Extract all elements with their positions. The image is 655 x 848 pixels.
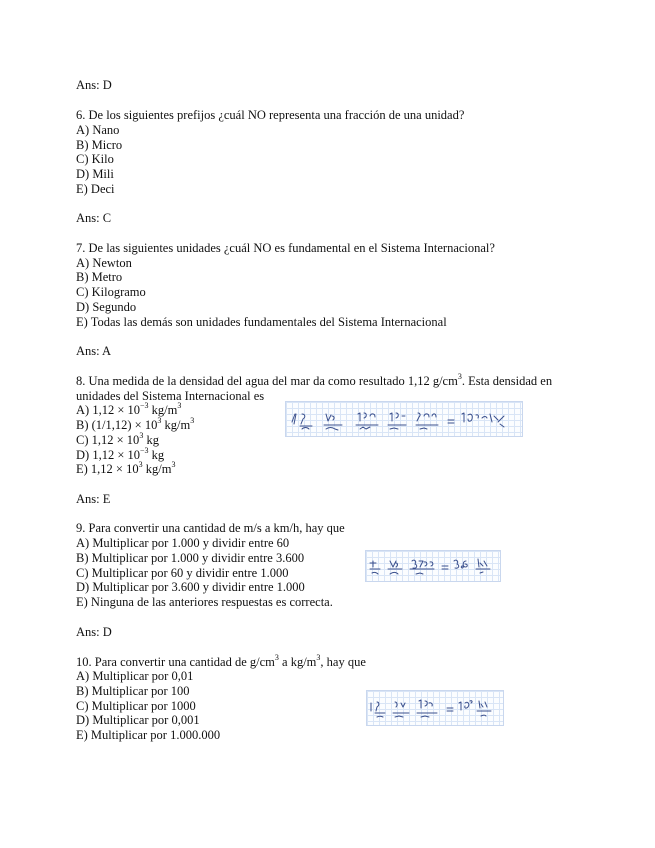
q7-option-c: C) Kilogramo: [76, 285, 146, 299]
q6-question: 6. De los siguientes prefijos ¿cuál NO representa una fracción de una unidad?: [76, 108, 465, 122]
q9-question: 9. Para convertir una cantidad de m/s a km/h, hay que: [76, 521, 345, 535]
q8-option-d: D) $1,12 \times 10^{-3}$ kg: [76, 445, 165, 462]
q7-option-b: B) Metro: [76, 270, 123, 284]
q7-option-a: A) Newton: [76, 256, 132, 270]
q9-option-e: E) Ninguna de las anteriores respuestas es correcta.: [76, 595, 333, 609]
q8-option-b: B) $(1/1,12) \times 10^3$ $kg/m^3$: [76, 415, 195, 432]
q8-option-a: A) $1,12 \times 10^{-3}$ $kg/m^3$: [76, 400, 182, 417]
q8-answer: Ans: E: [76, 492, 111, 506]
q7-option-d: D) Segundo: [76, 300, 137, 314]
q7-answer: Ans: A: [76, 344, 112, 358]
q7-option-e: E) Todas las demás son unidades fundamentales del Sistema Internacional: [76, 315, 447, 329]
q8-option-c: C) $1,12 \times 10^3$ kg: [76, 430, 159, 447]
q10-option-c: C) Multiplicar por 1000: [76, 699, 196, 713]
q5-answer: Ans: D: [76, 78, 112, 92]
q9-option-c: C) Multiplicar por 60 y dividir entre 1.000: [76, 566, 289, 580]
q6-option-d: D) Mili: [76, 167, 114, 181]
handwritten-conversion-note: [365, 550, 501, 582]
handwritten-conversion-note: [285, 401, 523, 437]
q10-option-d: D) Multiplicar por 0,001: [76, 713, 200, 727]
q6-option-c: C) Kilo: [76, 152, 114, 166]
q6-option-e: E) Deci: [76, 182, 115, 196]
q10-option-e: E) Multiplicar por 1.000.000: [76, 728, 221, 742]
q8-question-line2: unidades del Sistema Internacional es: [76, 389, 265, 403]
q10-question: 10. Para convertir una cantidad de $g/cm^3$ a $kg/m^3$, hay que: [76, 652, 366, 669]
q9-answer: Ans: D: [76, 625, 112, 639]
q6-option-b: B) Micro: [76, 138, 123, 152]
q6-option-a: A) Nano: [76, 123, 120, 137]
q6-answer: Ans: C: [76, 211, 112, 225]
q8-option-e: E) $1,12 \times 10^3$ $kg/m^3$: [76, 459, 176, 476]
q9-option-b: B) Multiplicar por 1.000 y dividir entre 3.600: [76, 551, 305, 565]
q9-option-d: D) Multiplicar por 3.600 y dividir entre 1.000: [76, 580, 305, 594]
q10-option-a: A) Multiplicar por 0,01: [76, 669, 194, 683]
q10-option-b: B) Multiplicar por 100: [76, 684, 190, 698]
q9-option-a: A) Multiplicar por 1.000 y dividir entre 60: [76, 536, 290, 550]
handwritten-conversion-note: [366, 690, 504, 726]
q7-question: 7. De las siguientes unidades ¿cuál NO es fundamental en el Sistema Internacional?: [76, 241, 495, 255]
q8-question: 8. Una medida de la densidad del agua del mar da como resultado 1,12 $g/cm^3$. Esta densidad en: [76, 371, 553, 388]
